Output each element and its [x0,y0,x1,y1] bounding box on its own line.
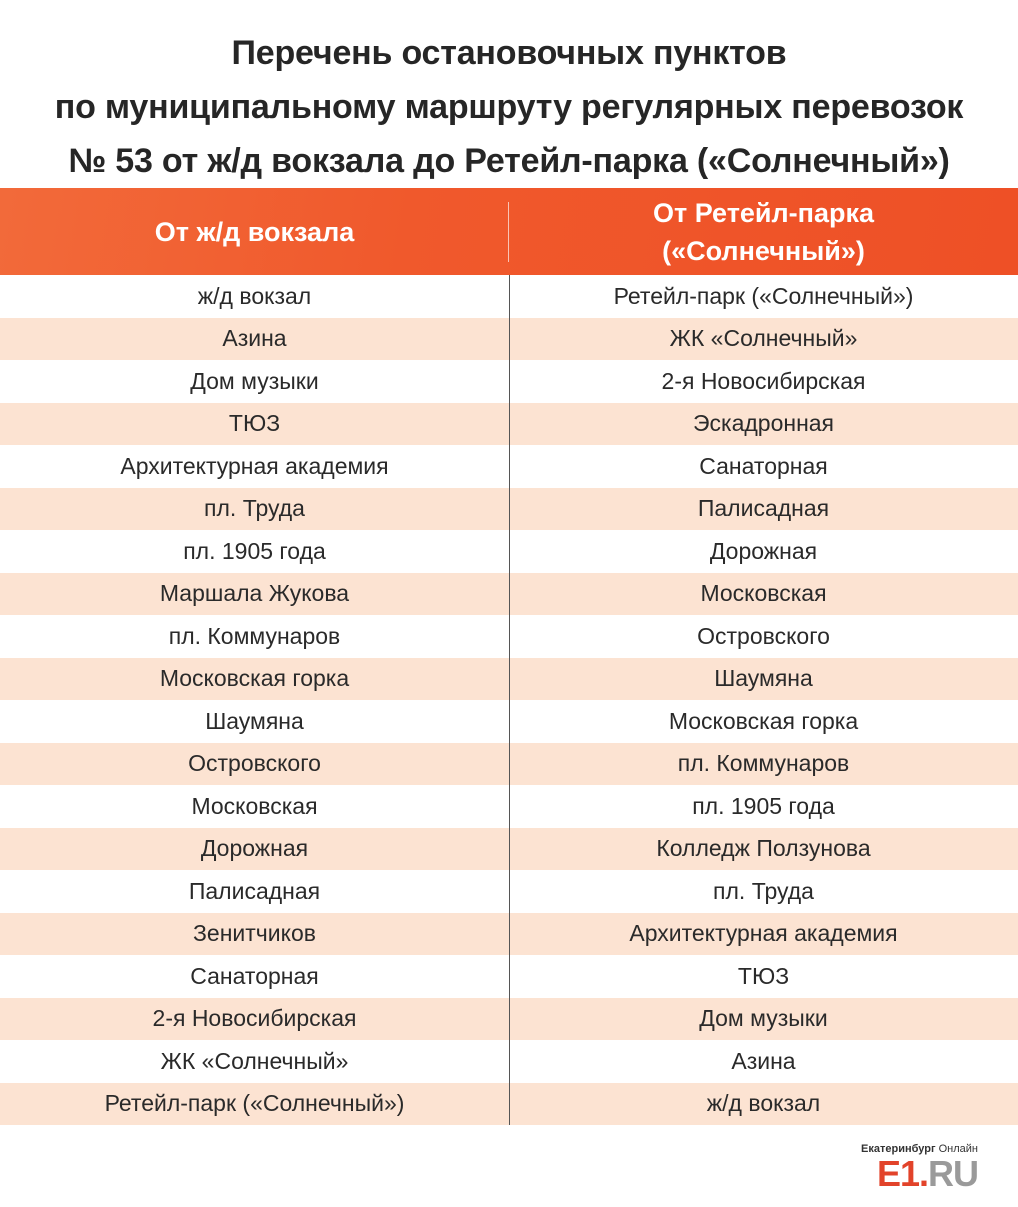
stop-from-station: ж/д вокзал [197,282,312,309]
header-right-label-2: («Солнечный») [662,235,865,266]
stops-table [0,188,1018,1125]
stop-from-retail-park: пл. Труда [713,877,814,904]
logo-city: Екатеринбург [861,1143,936,1155]
stop-from-retail-park: Московская [700,580,827,607]
header-left-label: От ж/д вокзала [154,216,355,247]
title-line-1: Перечень остановочных пунктов [231,34,787,72]
stop-from-retail-park: ТЮЗ [737,962,790,989]
stop-from-retail-park: Архитектурная академия [629,920,898,947]
stop-from-station: ТЮЗ [228,410,281,437]
stop-from-station: Палисадная [188,877,321,904]
stop-from-station: Санаторная [190,962,319,989]
stop-from-station: пл. Коммунаров [168,622,341,649]
stop-from-retail-park: Шаумяна [714,665,813,692]
logo-ru: RU [928,1153,978,1194]
stop-from-retail-park: Ретейл-парк («Солнечный») [613,282,914,309]
stop-from-station: 2-я Новосибирская [152,1005,357,1032]
stop-from-retail-park: пл. 1905 года [692,792,835,819]
stop-from-retail-park: Эскадронная [692,410,835,437]
stop-from-retail-park: ж/д вокзал [706,1090,821,1117]
logo-e1: E1. [876,1153,928,1194]
stop-from-station: Шаумяна [205,707,304,734]
logo-online: Онлайн [935,1143,978,1155]
title-line-3: № 53 от ж/д вокзала до Ретейл-парка («Солнечный») [68,142,950,180]
column-divider [509,275,510,1125]
page-title [0,26,1018,188]
e1-logo [838,1143,978,1193]
stop-from-station: пл. 1905 года [183,537,326,564]
stop-from-retail-park: ЖК «Солнечный» [669,325,858,352]
stop-from-station: Островского [188,750,321,777]
stop-from-station: Азина [222,325,287,352]
stop-from-station: Дом музыки [190,367,319,394]
header-from-retail-park [509,188,1018,275]
logo-wordmark [877,1153,978,1195]
stop-from-retail-park: Дом музыки [699,1005,828,1032]
stop-from-retail-park: Московская горка [668,707,859,734]
header-from-station [0,188,509,275]
stop-from-station: пл. Труда [204,495,305,522]
stop-from-retail-park: 2-я Новосибирская [661,367,866,394]
stop-from-retail-park: Санаторная [699,452,828,479]
stop-from-retail-park: Островского [697,622,830,649]
stop-from-retail-park: Дорожная [709,537,818,564]
stop-from-station: Дорожная [200,835,309,862]
header-divider [508,202,509,262]
stop-from-station: Архитектурная академия [120,452,389,479]
table-header [0,188,1018,275]
header-right-label-1: От Ретейл-парка [652,197,875,228]
stop-from-station: Московская [191,792,318,819]
stop-from-station: Ретейл-парк («Солнечный») [104,1090,405,1117]
stop-from-station: Московская горка [159,665,350,692]
stop-from-retail-park: пл. Коммунаров [677,750,850,777]
stop-from-station: ЖК «Солнечный» [160,1047,349,1074]
title-line-2: по муниципальному маршруту регулярных перевозок [54,88,964,126]
stop-from-retail-park: Палисадная [697,495,830,522]
stop-from-retail-park: Азина [731,1047,796,1074]
stop-from-retail-park: Колледж Ползунова [656,835,871,862]
stop-from-station: Зенитчиков [193,920,316,947]
stop-from-station: Маршала Жукова [159,580,350,607]
